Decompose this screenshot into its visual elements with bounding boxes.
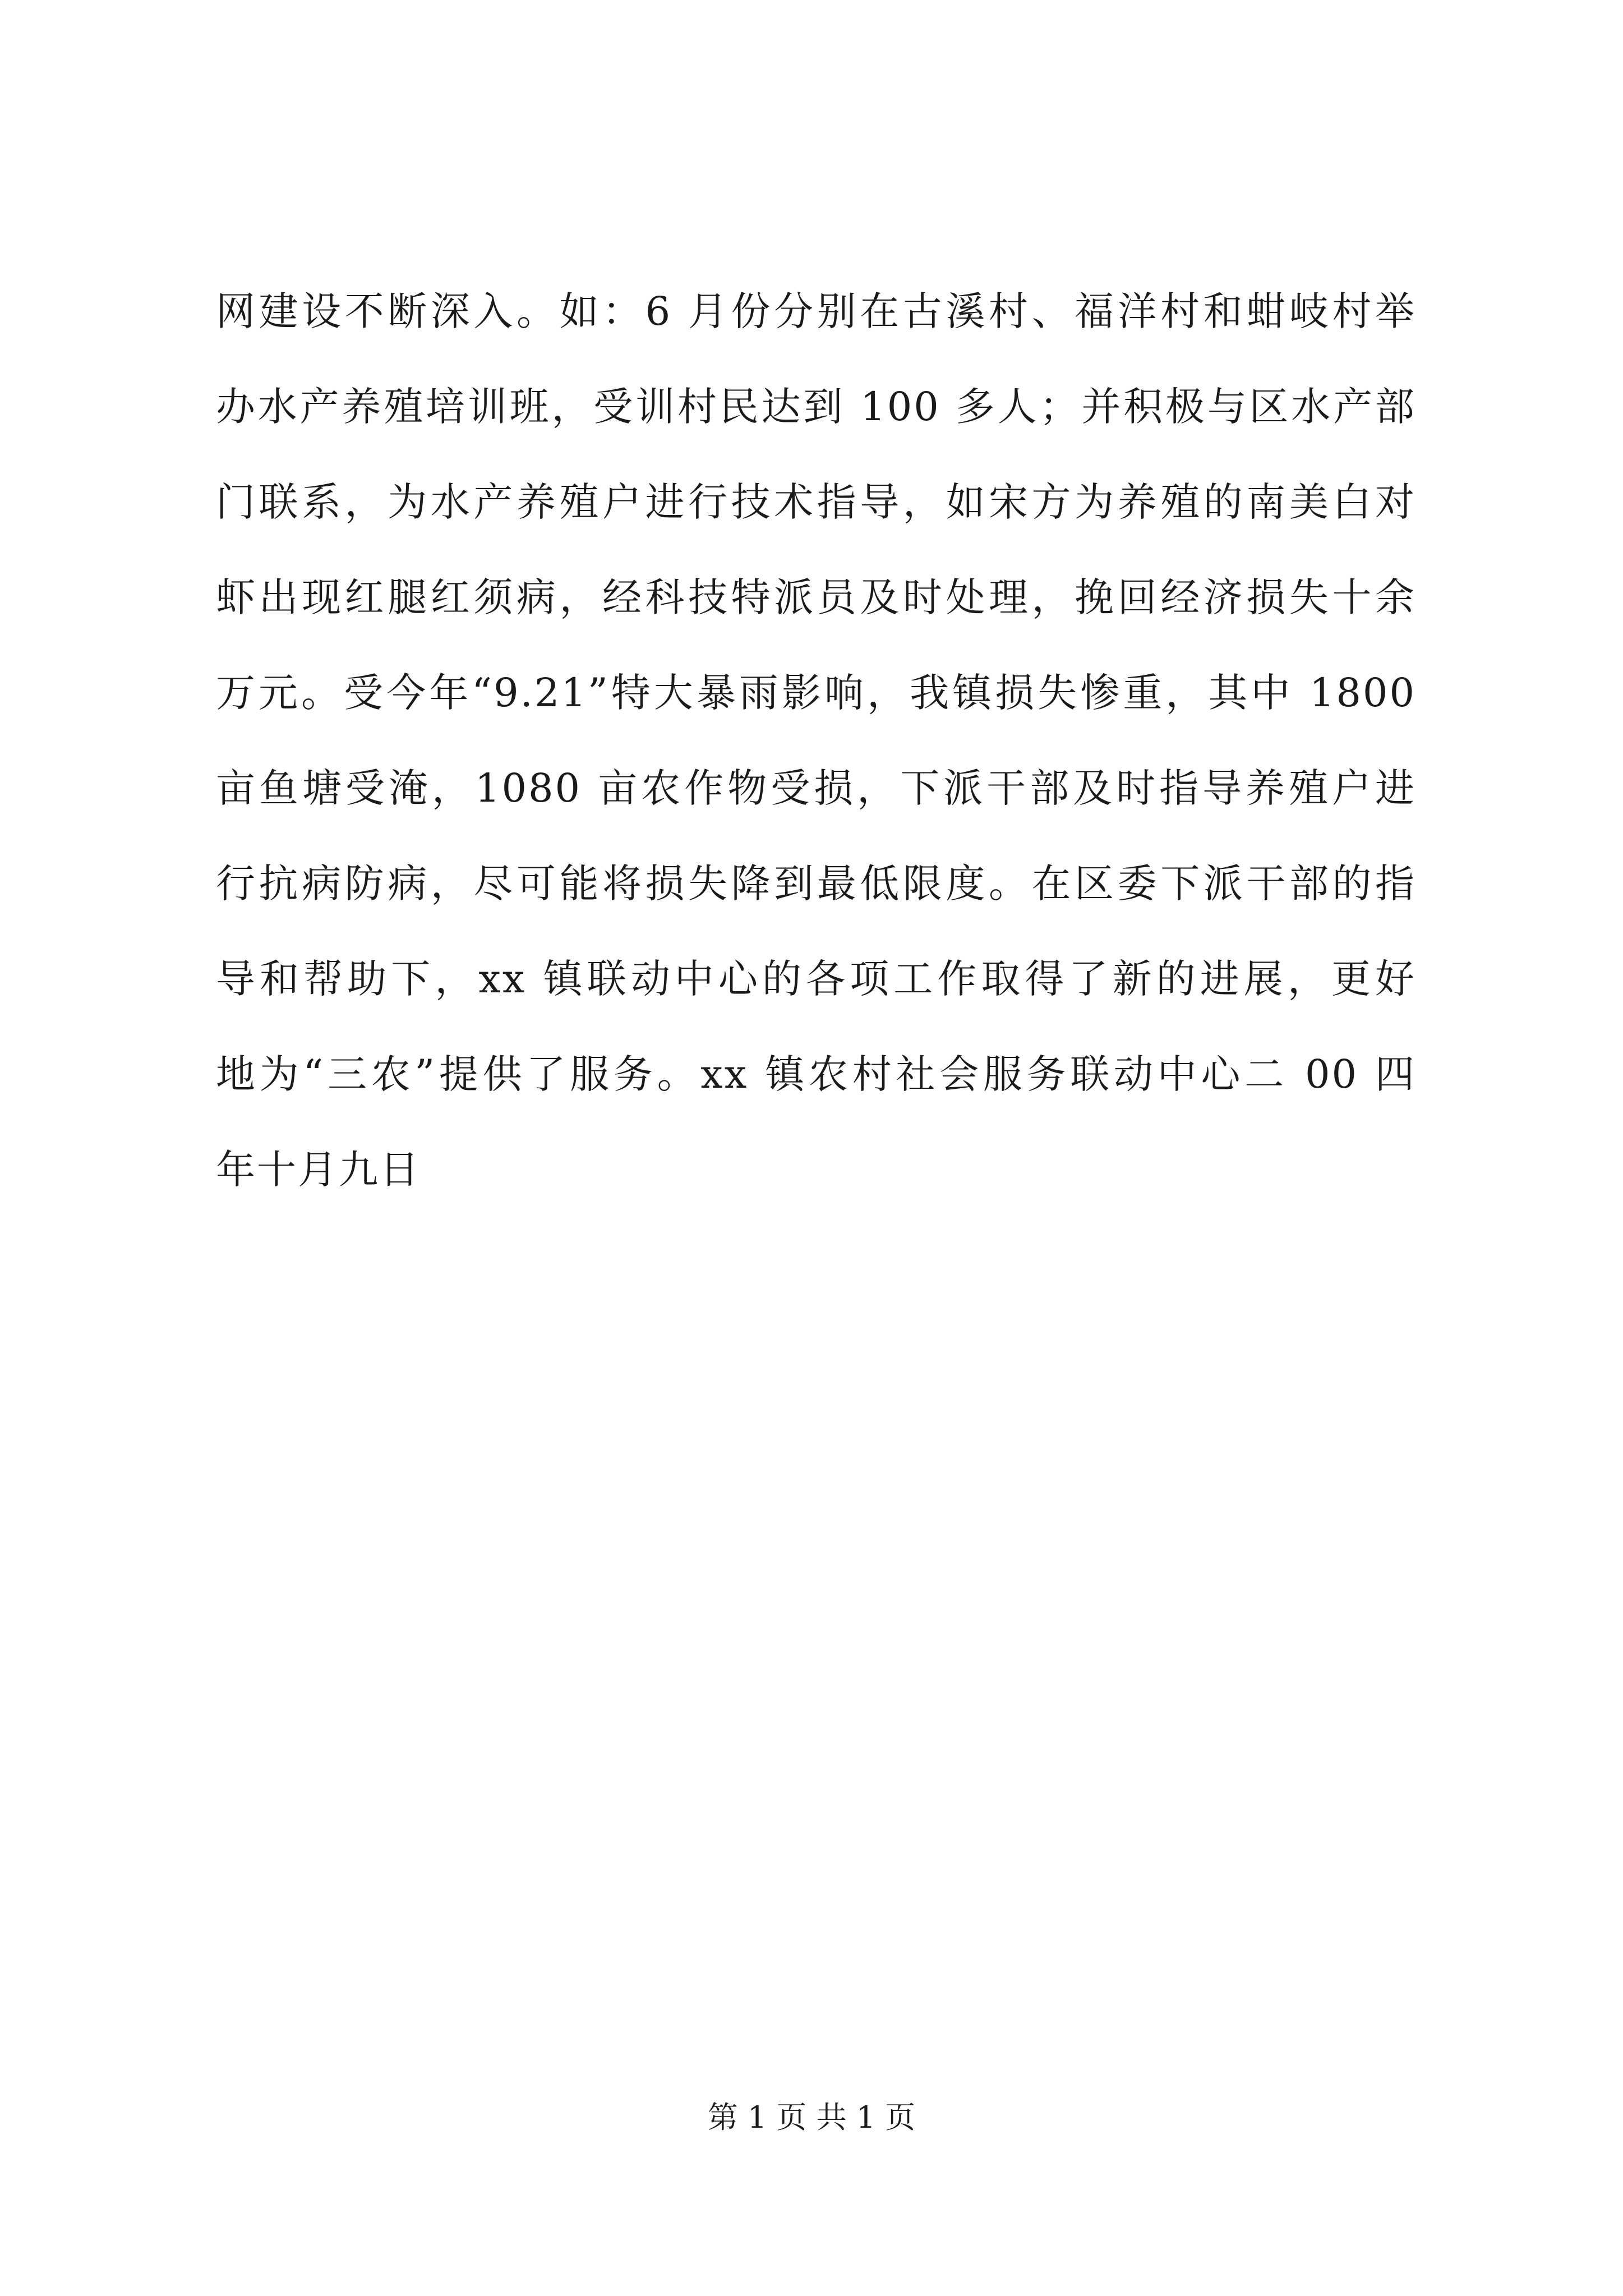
paragraph-line: 万元。受今年“9.21”特大暴雨影响，我镇损失惨重，其中 1800 <box>216 670 1416 716</box>
paragraph-line: 虾出现红腿红须病，经科技特派员及时处理，挽回经济损失十余 <box>216 574 1416 620</box>
paragraph-line: 办水产养殖培训班，受训村民达到 100 多人；并积极与区水产部 <box>216 384 1416 430</box>
paragraph-line: 网建设不断深入。如：6 月份分别在古溪村、福洋村和蚶岐村举 <box>216 288 1416 334</box>
paragraph-line: 导和帮助下，xx 镇联动中心的各项工作取得了新的进展，更好 <box>216 956 1416 1002</box>
paragraph-line-last: 年十月九日 <box>216 1147 421 1193</box>
paragraph-line: 门联系，为水产养殖户进行技术指导，如宋方为养殖的南美白对 <box>216 479 1416 525</box>
paragraph-line: 地为“三农”提供了服务。xx 镇农村社会服务联动中心二 00 四 <box>216 1051 1416 1097</box>
body-paragraph <box>216 264 1416 1217</box>
paragraph-line: 行抗病防病，尽可能将损失降到最低限度。在区委下派干部的指 <box>216 861 1416 907</box>
page-number-footer: 第 1 页 共 1 页 <box>707 2100 916 2135</box>
paragraph-line: 亩鱼塘受淹，1080 亩农作物受损，下派干部及时指导养殖户进 <box>216 765 1416 811</box>
